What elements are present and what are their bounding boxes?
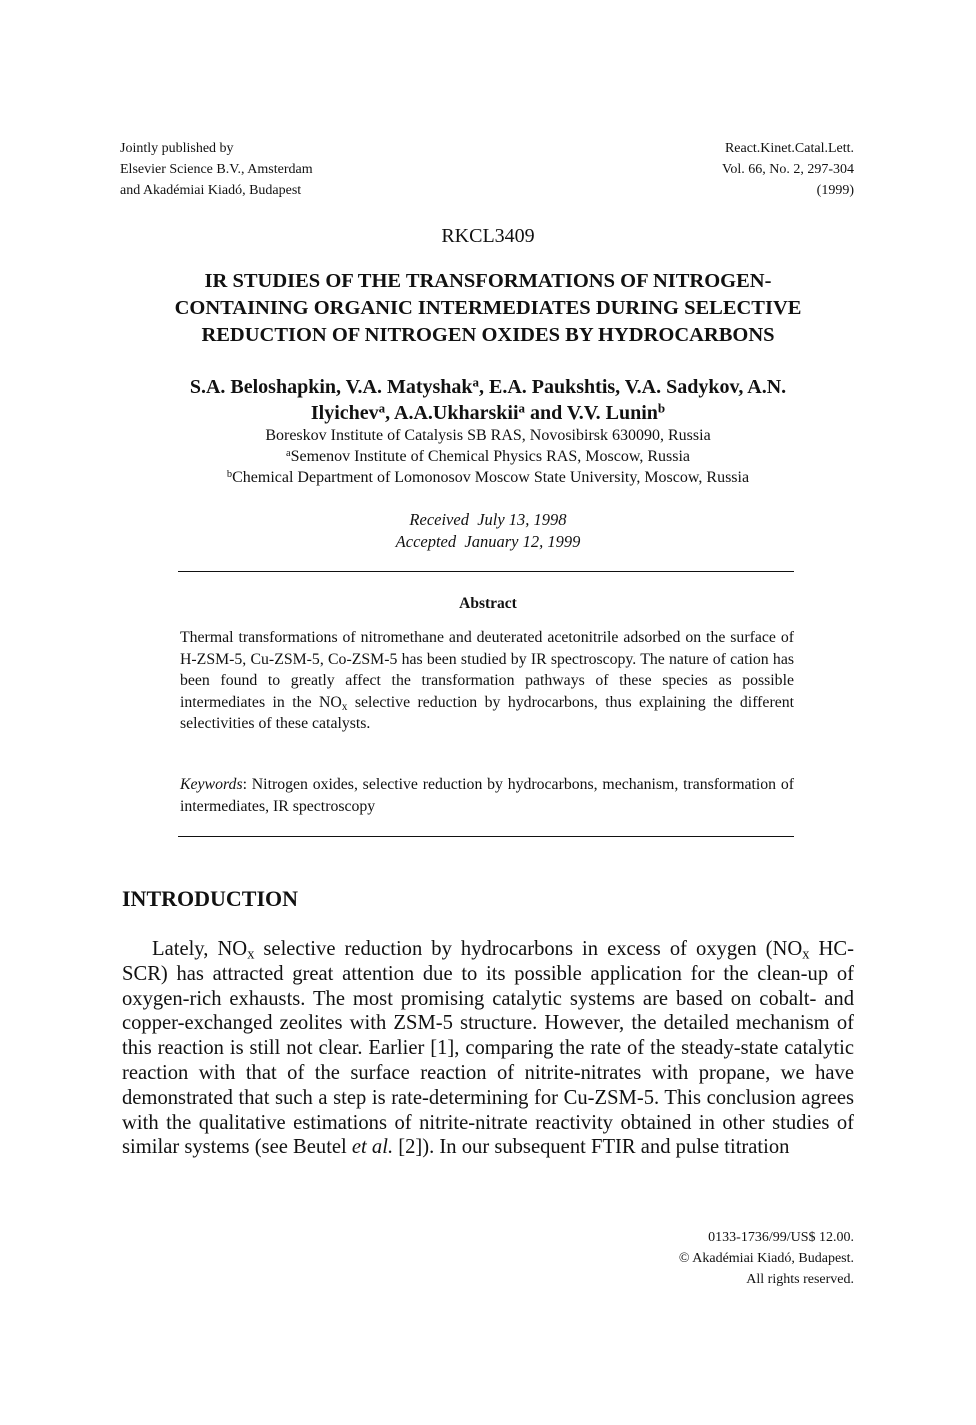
accepted-date: Accepted January 12, 1999: [395, 532, 581, 551]
title-line-1: IR STUDIES OF THE TRANSFORMATIONS OF NITROGEN-: [204, 270, 772, 292]
affiliations: [100, 425, 876, 488]
author-text: Ilyichev: [310, 402, 379, 424]
title-line-3: REDUCTION OF NITROGEN OXIDES BY HYDROCARBONS: [201, 324, 775, 346]
journal-volume: Vol. 66, No. 2, 297-304: [722, 162, 854, 177]
publisher-line-2: Elsevier Science B.V., Amsterdam: [120, 162, 313, 177]
affil-mark: a: [518, 400, 526, 416]
copyright: © Akadémiai Kiadó, Budapest.: [678, 1251, 854, 1266]
author-text: S.A. Beloshapkin, V.A. Matyshak: [189, 376, 473, 398]
received-date: Received July 13, 1998: [409, 510, 567, 529]
keywords: [180, 774, 794, 817]
abstract-heading: Abstract: [459, 595, 517, 612]
issn-price: 0133-1736/99/US$ 12.00.: [708, 1230, 854, 1245]
abstract-text: Thermal transformations of nitromethane and deuterated acetonitrile adsorbed on the surface of H-ZSM-5, Cu-ZSM-5, Co-ZSM-5 has been studied by IR spectroscopy. The nature of cation has been found to greatly affect the transformation pathways of these species as possible intermediates in the $NO_x$ selective reduction by hydrocarbons, thus explaining the different selectivities of these catalysts.: [180, 629, 795, 732]
keywords-text: : Nitrogen oxides, selective reduction by hydrocarbons, mechanism, transformation of intermediates, IR spectroscopy: [180, 776, 794, 815]
journal-citation: [722, 138, 854, 201]
author-text: and V.V. Lunin: [525, 402, 658, 424]
journal-year: (1999): [816, 183, 854, 198]
article-code: RKCL3409: [441, 225, 535, 247]
section-heading-introduction: INTRODUCTION: [122, 886, 299, 911]
divider-top: [178, 571, 794, 572]
affil-mark: a: [378, 400, 386, 416]
affiliation-a: $^a$Semenov Institute of Chemical Physics RAS, Moscow, Russia: [285, 447, 690, 465]
title-line-2: CONTAINING ORGANIC INTERMEDIATES DURING SELECTIVE: [174, 297, 802, 319]
author-text: , E.A. Paukshtis, V.A. Sadykov, A.N.: [479, 376, 787, 398]
publisher-line-1: Jointly published by: [120, 141, 234, 156]
journal-name: React.Kinet.Catal.Lett.: [724, 141, 854, 156]
affiliation-main: Boreskov Institute of Catalysis SB RAS, Novosibirsk 630090, Russia: [265, 427, 711, 444]
rights: All rights reserved.: [746, 1272, 854, 1287]
dates: [0, 509, 976, 553]
affiliation-b: $^b$Chemical Department of Lomonosov Moscow State University, Moscow, Russia: [226, 468, 750, 486]
divider-bottom: [178, 836, 794, 837]
author-list: [100, 374, 876, 426]
affil-mark: a: [472, 374, 480, 390]
publisher-line-3: and Akadémiai Kiadó, Budapest: [120, 183, 302, 198]
author-text: , A.A.Ukharskii: [385, 402, 519, 424]
copyright-footer: [679, 1227, 854, 1290]
publisher-info: [120, 138, 313, 201]
keywords-label: Keywords: [180, 776, 243, 793]
paper-title: [100, 268, 876, 349]
affil-mark: b: [657, 400, 666, 416]
introduction-text: Lately, $NO_x$ selective reduction by hydrocarbons in excess of oxygen ($NO_x$ HC-SCR) has attracted great attention due to its possible application for the clean-up of oxygen-rich exhausts. The most promising catalytic systems are based on cobalt- and copper-exchanged zeolites with ZSM-5 structure. However, the detailed mechanism of this reaction is still not clear. Earlier [1], comparing the rate of the steady-state catalytic reaction with that of the surface reaction of nitrite-nitrates with propane, we have demonstrated that such a step is rate-determining for Cu-ZSM-5. This conclusion agrees with the qualitative estimations of nitrite-nitrate reactivity obtained in other studies of similar systems (see Beutel et al. [2]). In our subsequent FTIR and pulse titration: [122, 938, 854, 1159]
